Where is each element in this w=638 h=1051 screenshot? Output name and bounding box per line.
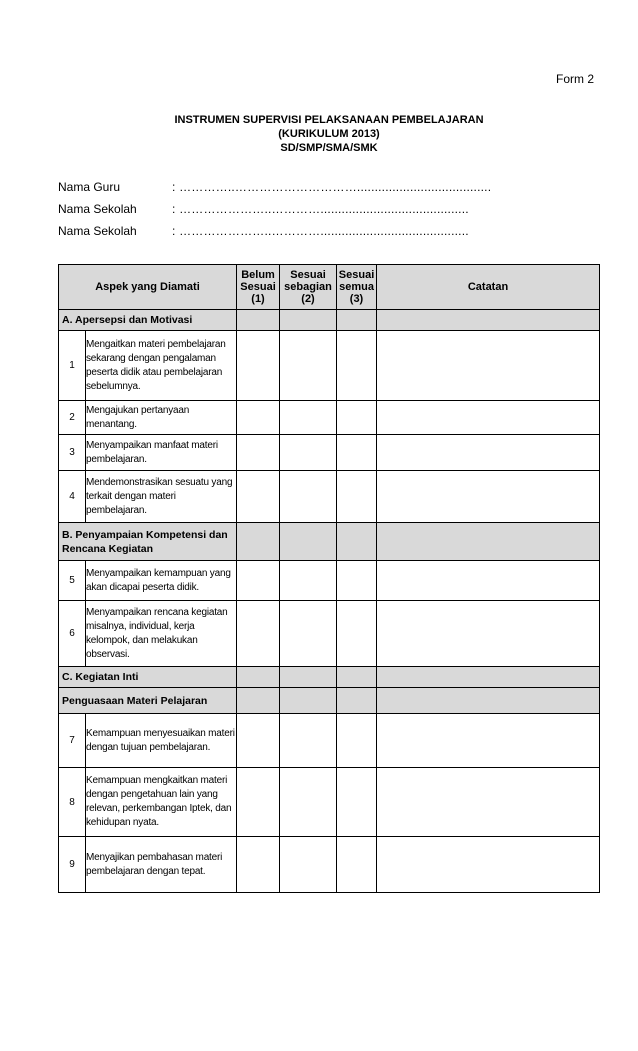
table-row <box>59 401 600 435</box>
catatan-field[interactable] <box>377 471 600 523</box>
item-number: 7 <box>59 714 86 768</box>
table-row <box>59 471 600 523</box>
item-description: Menyampaikan rencana kegiatan misalnya, individual, kerja kelompok, dan melakukan observasi. <box>86 601 237 667</box>
catatan-field[interactable] <box>377 401 600 435</box>
table-row <box>59 768 600 837</box>
cell-belum <box>237 523 280 561</box>
cell-semua <box>337 667 377 688</box>
item-description: Menyampaikan kemampuan yang akan dicapai peserta didik. <box>86 561 237 601</box>
section-row <box>59 688 600 714</box>
rating-belum[interactable] <box>237 561 280 601</box>
table-row <box>59 601 600 667</box>
catatan-field[interactable] <box>377 601 600 667</box>
item-number: 6 <box>59 601 86 667</box>
identity-value-field[interactable]: : …………………..………….......................................... <box>172 224 469 238</box>
form-label: Form 2 <box>555 72 594 86</box>
rating-semua[interactable] <box>337 601 377 667</box>
item-description: Kemampuan mengkaitkan materi dengan pengetahuan lain yang relevan, perkembangan Iptek, dan kehidupan nyata. <box>86 768 237 837</box>
identity-label: Nama Sekolah <box>58 224 137 238</box>
rating-sebagian[interactable] <box>280 837 337 893</box>
item-description: Mengajukan pertanyaan menantang. <box>86 401 237 435</box>
header-sesuai-sebagian: Sesuai sebagian (2) <box>280 265 337 310</box>
item-description: Mengaitkan materi pembelajaran sekarang dengan pengalaman peserta didik atau pembelajaran sebelumnya. <box>86 331 237 401</box>
cell-catatan <box>377 688 600 714</box>
section-title: B. Penyampaian Kompetensi dan Rencana Kegiatan <box>59 523 237 561</box>
rating-belum[interactable] <box>237 471 280 523</box>
item-description: Mendemonstrasikan sesuatu yang terkait dengan materi pembelajaran. <box>86 471 237 523</box>
item-description: Menyajikan pembahasan materi pembelajaran dengan tepat. <box>86 837 237 893</box>
rating-belum[interactable] <box>237 768 280 837</box>
item-number: 4 <box>59 471 86 523</box>
rating-sebagian[interactable] <box>280 471 337 523</box>
rating-semua[interactable] <box>337 471 377 523</box>
cell-sebagian <box>280 310 337 331</box>
cell-semua <box>337 688 377 714</box>
cell-belum <box>237 688 280 714</box>
rating-semua[interactable] <box>337 401 377 435</box>
rating-belum[interactable] <box>237 435 280 471</box>
header-sesuai-semua: Sesuai semua (3) <box>337 265 377 310</box>
item-number: 3 <box>59 435 86 471</box>
rating-belum[interactable] <box>237 837 280 893</box>
rating-semua[interactable] <box>337 561 377 601</box>
cell-belum <box>237 310 280 331</box>
rating-belum[interactable] <box>237 331 280 401</box>
catatan-field[interactable] <box>377 768 600 837</box>
rating-semua[interactable] <box>337 331 377 401</box>
item-number: 9 <box>59 837 86 893</box>
catatan-field[interactable] <box>377 837 600 893</box>
table-row <box>59 837 600 893</box>
rating-sebagian[interactable] <box>280 561 337 601</box>
identity-row-nama-guru <box>58 180 491 194</box>
identity-label: Nama Guru <box>58 180 121 194</box>
item-number: 1 <box>59 331 86 401</box>
rating-sebagian[interactable] <box>280 435 337 471</box>
rating-semua[interactable] <box>337 837 377 893</box>
section-title: A. Apersepsi dan Motivasi <box>59 310 237 331</box>
section-title: C. Kegiatan Inti <box>59 667 237 688</box>
table-row <box>59 331 600 401</box>
rating-belum[interactable] <box>237 401 280 435</box>
cell-semua <box>337 523 377 561</box>
item-number: 8 <box>59 768 86 837</box>
catatan-field[interactable] <box>377 561 600 601</box>
item-description: Menyampaikan manfaat materi pembelajaran. <box>86 435 237 471</box>
catatan-field[interactable] <box>377 714 600 768</box>
identity-value-field[interactable]: : …………..…………………………...................................... <box>172 180 492 194</box>
rating-semua[interactable] <box>337 768 377 837</box>
identity-label: Nama Sekolah <box>58 202 137 216</box>
header-belum-sesuai: Belum Sesuai (1) <box>237 265 280 310</box>
cell-belum <box>237 667 280 688</box>
section-row <box>59 310 600 331</box>
cell-sebagian <box>280 688 337 714</box>
table-row <box>59 714 600 768</box>
table-row <box>59 435 600 471</box>
header-aspek: Aspek yang Diamati <box>59 265 237 310</box>
table-row <box>59 561 600 601</box>
cell-sebagian <box>280 667 337 688</box>
item-number: 2 <box>59 401 86 435</box>
table-header-row <box>59 265 600 310</box>
rating-sebagian[interactable] <box>280 601 337 667</box>
cell-sebagian <box>280 523 337 561</box>
rating-sebagian[interactable] <box>280 768 337 837</box>
title-line-1: INSTRUMEN SUPERVISI PELAKSANAAN PEMBELAJARAN <box>174 114 484 126</box>
identity-row-nama-sekolah-2 <box>58 224 469 238</box>
catatan-field[interactable] <box>377 435 600 471</box>
cell-catatan <box>377 310 600 331</box>
cell-catatan <box>377 667 600 688</box>
item-description: Kemampuan menyesuaikan materi dengan tujuan pembelajaran. <box>86 714 237 768</box>
section-row <box>59 667 600 688</box>
title-line-2: (KURIKULUM 2013) <box>278 128 380 140</box>
identity-row-nama-sekolah <box>58 202 469 216</box>
section-row <box>59 523 600 561</box>
rating-semua[interactable] <box>337 435 377 471</box>
section-title: Penguasaan Materi Pelajaran <box>59 688 237 714</box>
document-title <box>0 113 638 155</box>
header-catatan: Catatan <box>377 265 600 310</box>
rating-belum[interactable] <box>237 714 280 768</box>
title-line-3: SD/SMP/SMA/SMK <box>280 142 378 154</box>
rating-sebagian[interactable] <box>280 331 337 401</box>
identity-value-field[interactable]: : …………………..………….......................................... <box>172 202 469 216</box>
supervision-table <box>58 264 600 893</box>
rating-semua[interactable] <box>337 714 377 768</box>
cell-catatan <box>377 523 600 561</box>
item-number: 5 <box>59 561 86 601</box>
catatan-field[interactable] <box>377 331 600 401</box>
cell-semua <box>337 310 377 331</box>
rating-sebagian[interactable] <box>280 714 337 768</box>
rating-sebagian[interactable] <box>280 401 337 435</box>
rating-belum[interactable] <box>237 601 280 667</box>
